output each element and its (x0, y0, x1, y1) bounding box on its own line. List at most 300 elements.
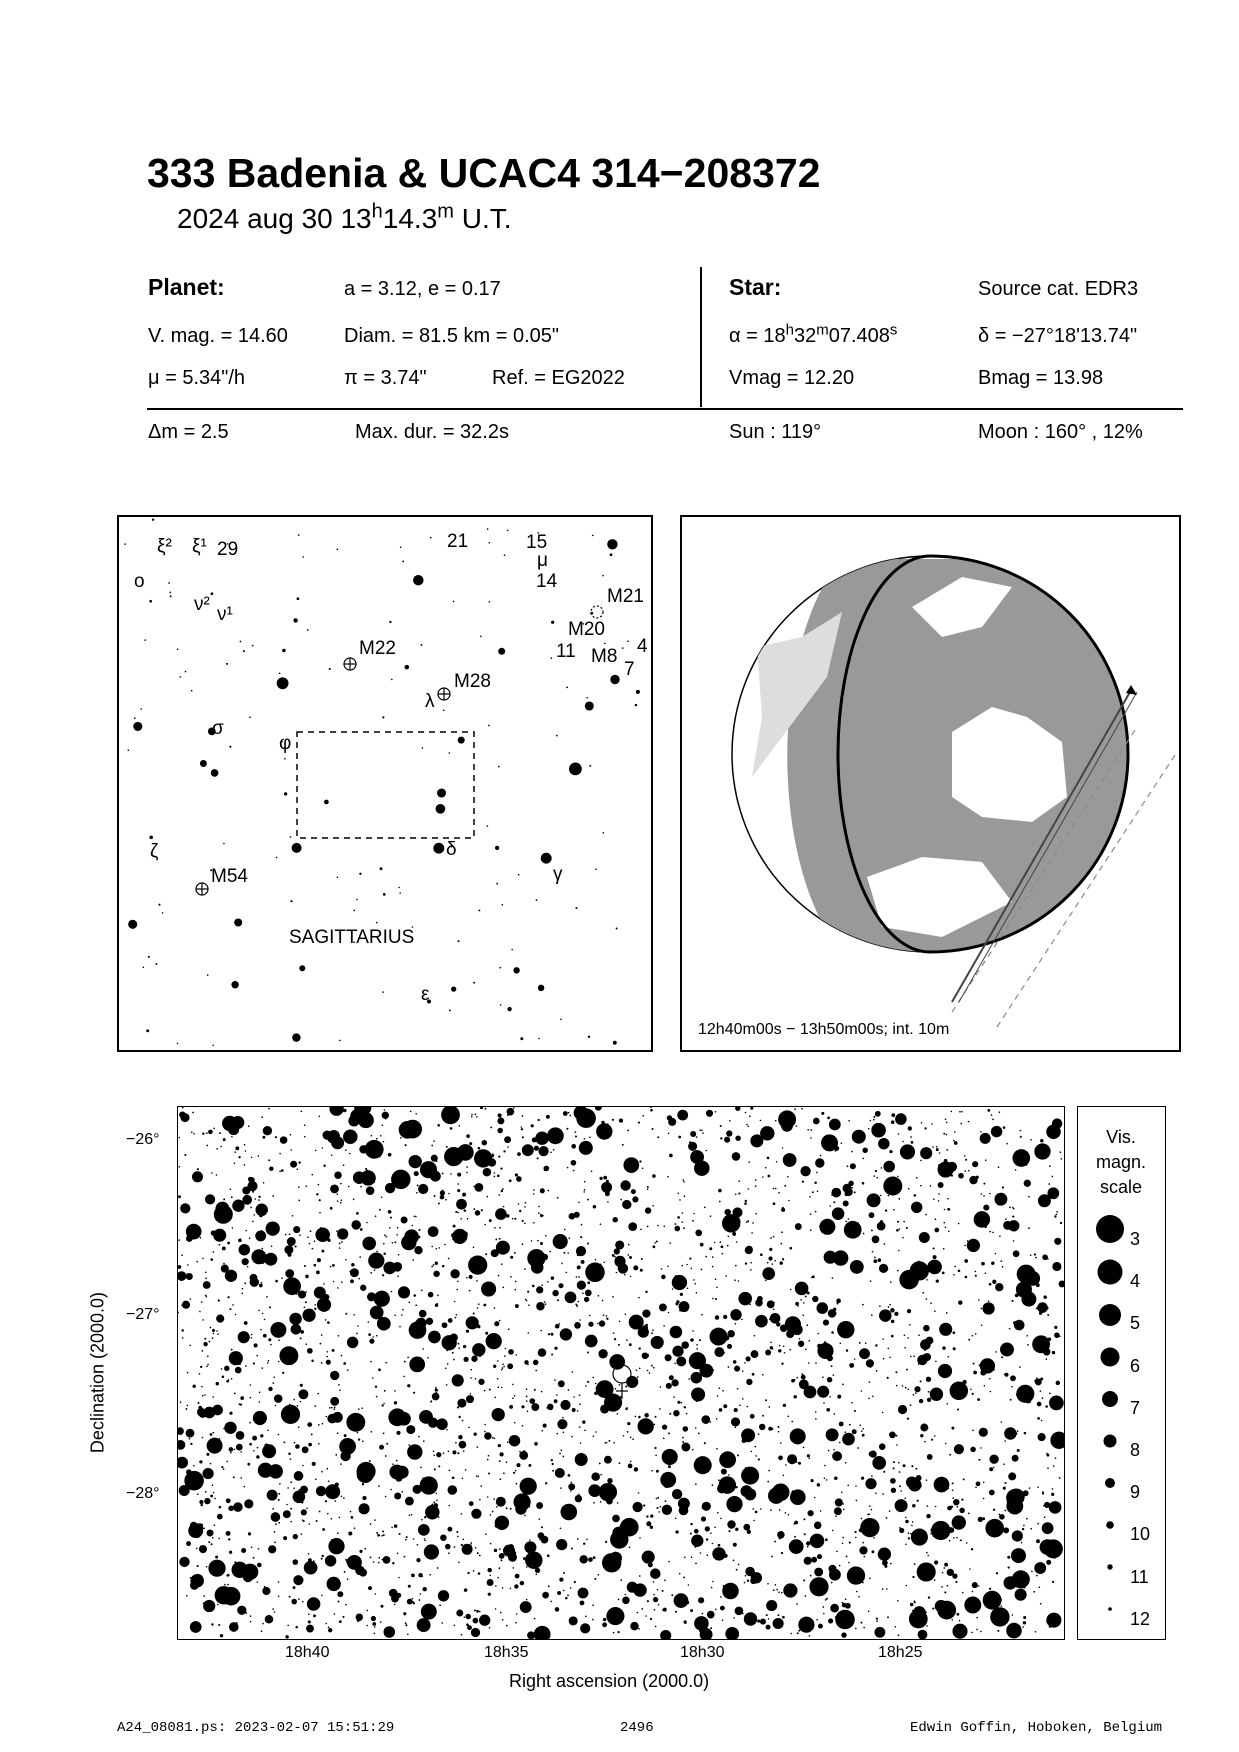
star-dot (862, 1304, 864, 1306)
star-dot (951, 1111, 953, 1113)
star-dot (926, 1279, 928, 1281)
star-dot (290, 1458, 292, 1460)
star-dot (828, 1618, 833, 1623)
star-dot (1030, 1255, 1032, 1257)
star-dot (1013, 1222, 1017, 1226)
star-dot (733, 1360, 737, 1364)
star-dot (366, 1625, 368, 1627)
star-dot (397, 1275, 399, 1277)
star-dot (236, 1594, 238, 1596)
star-dot (613, 1332, 615, 1334)
star-dot (316, 1486, 326, 1496)
star-dot (1050, 1432, 1064, 1449)
star-dot (698, 1597, 704, 1603)
star-dot (1055, 1457, 1057, 1459)
star-dot (939, 1323, 952, 1336)
star-dot (148, 956, 150, 958)
star-dot (832, 1207, 845, 1220)
star-dot (795, 1223, 802, 1230)
star-dot (410, 1111, 412, 1113)
star-dot (179, 1557, 189, 1567)
star-dot (897, 1176, 899, 1178)
star-dot (286, 1354, 288, 1356)
star-dot (498, 1156, 500, 1158)
star-dot (823, 1613, 825, 1615)
star-dot (339, 1389, 341, 1391)
star-dot (676, 1356, 686, 1366)
star-dot (831, 1331, 834, 1334)
star-dot (971, 1632, 973, 1634)
star-dot (603, 1176, 607, 1180)
star-dot (859, 1528, 863, 1532)
star-dot (272, 1195, 274, 1197)
star-dot (259, 1401, 261, 1403)
star-dot (538, 1119, 540, 1121)
star-dot (768, 1470, 770, 1472)
star-dot (356, 899, 358, 901)
star-dot (746, 1356, 751, 1361)
star-dot (420, 1467, 422, 1469)
finder-label: δ (446, 839, 457, 860)
star-dot (977, 1398, 980, 1401)
star-dot (627, 1422, 630, 1425)
star-dot (639, 1537, 641, 1539)
star-dot (798, 1617, 814, 1633)
star-dot (992, 1119, 994, 1121)
star-dot (290, 900, 292, 902)
star-dot (1030, 1139, 1032, 1141)
star-dot (773, 1618, 784, 1629)
star-chart-svg (178, 1107, 1064, 1639)
star-dot (556, 1394, 558, 1396)
star-dot (810, 1213, 812, 1215)
star-dot (197, 1565, 199, 1567)
star-dot (447, 1527, 452, 1532)
star-dot (555, 1324, 560, 1329)
star-dot (696, 1355, 698, 1357)
star-dot (260, 1472, 262, 1474)
star-dot (382, 1112, 389, 1119)
star-dot (532, 1556, 534, 1558)
star-dot (608, 1395, 610, 1397)
star-dot (895, 1626, 897, 1628)
star-dot (989, 1231, 991, 1233)
event-datetime: 2024 aug 30 13$^h$14.3$^m$ U.T. (177, 200, 512, 234)
star-dot (1046, 1613, 1061, 1628)
star-dot (536, 1574, 538, 1576)
star-dot (1042, 1492, 1044, 1494)
star-dot (318, 1443, 320, 1445)
star-dot (579, 1141, 593, 1155)
star-dot (586, 1539, 588, 1541)
star-dot (581, 1260, 585, 1264)
star-dot (417, 1544, 419, 1546)
star-dot (958, 1223, 960, 1225)
star-dot (503, 1472, 505, 1474)
star-dot (908, 1537, 910, 1539)
star-dot (884, 1565, 887, 1568)
star-dot (298, 1290, 306, 1298)
star-dot (827, 1355, 833, 1361)
star-dot (773, 1589, 775, 1591)
star-dot (682, 1265, 684, 1267)
star-dot (618, 1344, 620, 1346)
star-dot (613, 1041, 617, 1045)
star-dot (946, 1312, 948, 1314)
star-dot (499, 967, 501, 969)
star-dot (980, 1631, 982, 1633)
star-dot (947, 1506, 952, 1511)
star-dot (833, 1374, 835, 1376)
star-dot (362, 1440, 364, 1442)
star-dot (904, 1498, 906, 1500)
star-dot (718, 1544, 721, 1547)
star-dot (594, 1578, 596, 1580)
star-dot (330, 1397, 339, 1406)
star-dot (506, 1625, 508, 1627)
star-dot (360, 1285, 366, 1291)
star-dot (654, 1416, 656, 1418)
star-dot (755, 1213, 757, 1215)
star-dot (630, 1461, 632, 1463)
star-dot (395, 1474, 402, 1481)
finder-label: 14 (536, 571, 558, 592)
star-dot (634, 1467, 638, 1471)
star-dot (565, 1292, 577, 1304)
star-dot (346, 1413, 365, 1432)
star-dot (774, 1260, 776, 1262)
star-dot (585, 1335, 598, 1348)
star-dot (720, 1125, 722, 1127)
star-dot (496, 1241, 510, 1255)
star-dot (385, 1496, 387, 1498)
star-dot (783, 1475, 785, 1477)
star-dot (914, 1386, 920, 1392)
star-dot (696, 1348, 698, 1350)
star-dot (715, 1298, 717, 1300)
star-dot (378, 1368, 381, 1371)
star-dot (392, 1242, 394, 1244)
star-dot (723, 1404, 727, 1408)
star-dot (658, 1511, 660, 1513)
star-dot (702, 1613, 704, 1615)
star-dot (316, 1520, 318, 1522)
star-dot (498, 1194, 500, 1196)
star-dot (734, 1408, 738, 1412)
star-dot (306, 1507, 308, 1509)
star-dot (836, 1550, 838, 1552)
star-dot (401, 1491, 403, 1493)
star-dot (282, 649, 286, 653)
star-dot (691, 1535, 703, 1547)
star-dot (538, 1206, 540, 1208)
star-dot (691, 1268, 693, 1270)
star-dot (371, 1135, 373, 1137)
star-dot (876, 1620, 878, 1622)
star-dot (587, 1281, 590, 1284)
star-dot (841, 1143, 843, 1145)
star-dot (1047, 1258, 1049, 1260)
star-dot (390, 1489, 392, 1491)
star-dot (499, 1548, 501, 1550)
star-dot (328, 1538, 344, 1554)
star-dot (396, 1593, 401, 1598)
star-dot (519, 1451, 528, 1460)
star-dot (369, 1338, 374, 1343)
star-dot (791, 1490, 795, 1494)
star-dot (568, 1483, 575, 1490)
star-dot (226, 1498, 231, 1503)
star-dot (781, 1208, 785, 1212)
star-dot (343, 1362, 346, 1365)
star-dot (534, 1618, 536, 1620)
star-dot (899, 1485, 901, 1487)
star-dot (831, 1582, 833, 1584)
star-dot (484, 1224, 486, 1226)
star-dot (474, 1433, 477, 1436)
star-dot (737, 1388, 739, 1390)
star-dot (337, 1193, 339, 1195)
star-dot (314, 1304, 316, 1306)
star-dot (869, 1212, 875, 1218)
star-dot (545, 1303, 547, 1305)
star-dot (606, 1607, 624, 1625)
star-dot (775, 1120, 777, 1122)
star-dot (857, 1447, 859, 1449)
star-dot (547, 1190, 549, 1192)
star-dot (278, 1434, 280, 1436)
star-dot (972, 1161, 978, 1167)
star-dot (436, 1500, 438, 1502)
star-dot (217, 1514, 223, 1520)
star-dot (978, 1517, 983, 1522)
star-dot (340, 1183, 342, 1185)
star-dot (607, 539, 617, 549)
star-dot (391, 1291, 393, 1293)
star-dot (334, 1406, 336, 1408)
star-dot (805, 1595, 807, 1597)
star-dot (934, 1435, 936, 1437)
star-dot (348, 1186, 350, 1188)
star-dot (873, 1116, 875, 1118)
star-dot (559, 1323, 561, 1325)
star-dot (404, 1361, 406, 1363)
star-dot (409, 1357, 425, 1373)
star-dot (923, 1354, 925, 1356)
star-dot (844, 1431, 846, 1433)
star-dot (863, 1627, 865, 1629)
star-dot (584, 1189, 586, 1191)
star-dot (983, 1498, 985, 1500)
star-dot (646, 1515, 648, 1517)
star-dot (935, 1600, 947, 1612)
star-dot (668, 1432, 670, 1434)
star-dot (220, 1146, 222, 1148)
star-dot (329, 1139, 334, 1144)
star-dot (899, 1528, 904, 1533)
star-dot (668, 1465, 671, 1468)
star-dot (420, 1593, 422, 1595)
star-dot (883, 1358, 885, 1360)
star-dot (223, 1138, 226, 1141)
star-dot (719, 1408, 723, 1412)
star-dot (820, 1510, 822, 1512)
star-dot (383, 1252, 386, 1255)
star-dot (863, 1428, 865, 1430)
star-dot (508, 1544, 514, 1550)
star-dot (705, 1150, 707, 1152)
star-dot (302, 556, 304, 558)
star-dot (537, 1240, 539, 1242)
star-vmag: Vmag = 12.20 (729, 367, 855, 389)
star-dot (516, 1483, 518, 1485)
star-dot (868, 1128, 870, 1130)
star-dot (695, 1562, 697, 1564)
star-dot (860, 1622, 862, 1624)
star-dot (383, 1556, 391, 1564)
star-dot (479, 1355, 481, 1357)
star-dot (415, 1304, 417, 1306)
star-dot (231, 1196, 233, 1198)
star-dot (868, 1398, 870, 1400)
star-dot (168, 582, 170, 584)
star-dot (297, 597, 300, 600)
star-dot (1038, 1433, 1046, 1441)
star-dot (464, 1588, 468, 1592)
star-dot (857, 1222, 859, 1224)
star-dot (958, 1269, 961, 1272)
star-dot (733, 1617, 735, 1619)
star-dot (668, 1561, 670, 1563)
star-dot (487, 1196, 489, 1198)
star-dot (871, 1509, 873, 1511)
star-dot (720, 1458, 722, 1460)
star-dot (556, 735, 558, 737)
star-dot (336, 1230, 338, 1232)
star-dot (366, 1222, 368, 1224)
star-dot (817, 1344, 821, 1348)
star-dot (337, 1200, 339, 1202)
star-dot (1010, 1399, 1012, 1401)
star-dot (738, 1180, 740, 1182)
star-dot (839, 1422, 844, 1427)
star-dot (635, 704, 637, 706)
star-dot (559, 1453, 561, 1455)
star-dot (1012, 1149, 1030, 1167)
star-dot (765, 1127, 767, 1129)
star-dot (252, 645, 254, 647)
star-dot (715, 1278, 717, 1280)
star-dot (808, 1362, 810, 1364)
star-dot (323, 1294, 329, 1300)
star-dot (603, 832, 605, 834)
star-dot (331, 1155, 333, 1157)
star-dot (651, 1332, 653, 1334)
planet-motion: μ = 5.34"/h (148, 367, 246, 389)
star-dot (984, 1385, 986, 1387)
star-dot (354, 1527, 356, 1529)
star-dot (564, 1229, 566, 1231)
star-dot (696, 1401, 698, 1403)
star-dot (302, 1309, 315, 1322)
star-dot (813, 1118, 820, 1125)
star-dot (560, 1527, 562, 1529)
star-dot (221, 1368, 223, 1370)
star-dot (1040, 1390, 1042, 1392)
star-dot (213, 1492, 215, 1494)
star-dot (956, 1537, 958, 1539)
star-dot (403, 1612, 406, 1615)
star-dot (710, 1215, 712, 1217)
star-dot (297, 1168, 299, 1170)
star-dot (278, 1595, 280, 1597)
star-dot (808, 1340, 810, 1342)
star-dot (908, 1532, 910, 1534)
star-dot (770, 1317, 772, 1319)
star-dot (961, 1499, 963, 1501)
star-dot (323, 1283, 325, 1285)
star-dot (411, 1514, 413, 1516)
star-dot (511, 949, 513, 951)
star-dot (583, 1191, 585, 1193)
star-dot (1023, 1616, 1026, 1619)
star-dot (843, 1184, 852, 1193)
star-dot (180, 1401, 182, 1403)
star-dot (890, 1563, 892, 1565)
star-dot (812, 1275, 815, 1278)
star-dot (1049, 1393, 1051, 1395)
finder-chart-svg (119, 517, 651, 1050)
star-dot (373, 1561, 375, 1563)
star-dot (653, 1367, 655, 1369)
footer-page: 2496 (620, 1720, 654, 1736)
star-dot (618, 1599, 620, 1601)
star-dot (729, 1585, 732, 1588)
star-dot (474, 1609, 476, 1611)
star-dot (374, 1291, 390, 1307)
star-dot (745, 1112, 747, 1114)
star-dot (469, 1142, 472, 1145)
star-dot (881, 1226, 883, 1228)
star-dot (642, 1309, 650, 1317)
finder-label: M8 (591, 646, 618, 667)
star-dot (232, 1562, 248, 1578)
star-dot (313, 1614, 316, 1617)
star-dot (585, 1385, 587, 1387)
star-dot (871, 1123, 886, 1138)
star-dot (520, 1601, 532, 1613)
star-dot (279, 1153, 281, 1155)
star-dot (898, 1133, 900, 1135)
star-dot (433, 1140, 435, 1142)
star-dot (950, 1382, 968, 1400)
star-dot (512, 1218, 514, 1220)
star-dot (913, 1355, 915, 1357)
star-dot (345, 1313, 347, 1315)
star-dot (898, 1405, 907, 1414)
star-dot (267, 1490, 278, 1501)
star-dot (261, 1282, 263, 1284)
star-dot (762, 1415, 764, 1417)
star-dot (522, 1115, 524, 1117)
star-dot (333, 1281, 335, 1283)
star-dot (681, 1341, 689, 1349)
star-dot (212, 1484, 214, 1486)
star-dot (841, 1491, 843, 1493)
star-dot (214, 1498, 216, 1500)
star-dot (707, 1554, 709, 1556)
star-dot (382, 1274, 384, 1276)
